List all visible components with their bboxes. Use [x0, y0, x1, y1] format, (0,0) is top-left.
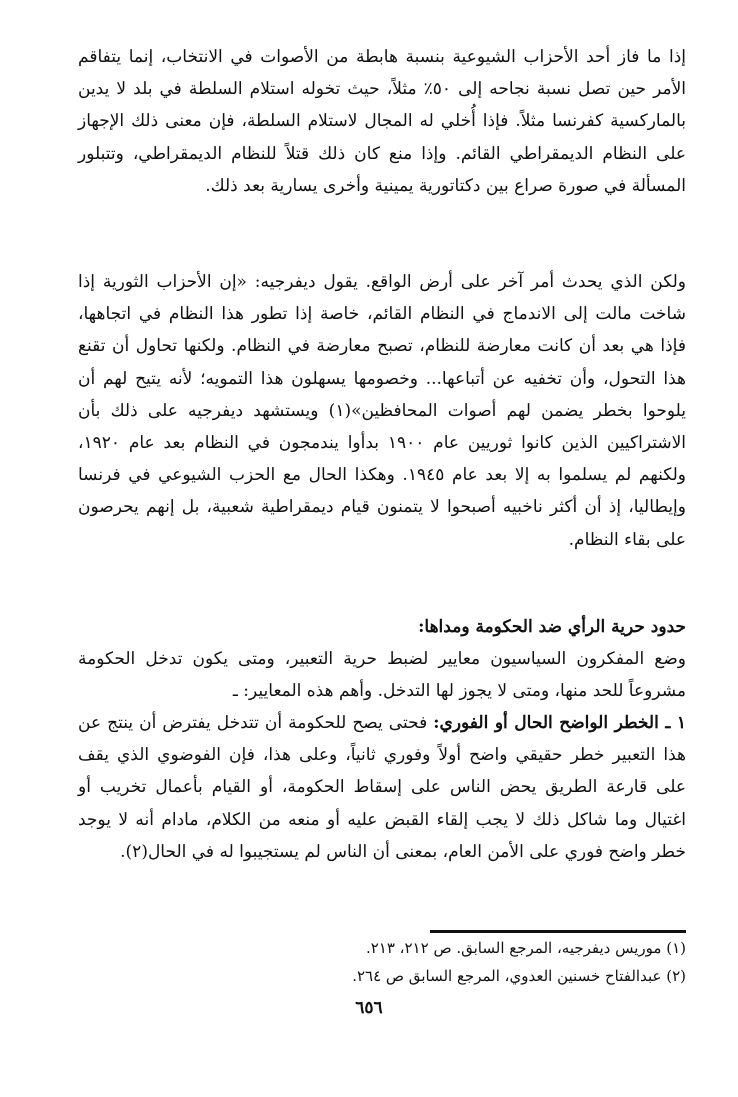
footnote-separator	[430, 930, 686, 933]
footnote-2: (٢) عبدالفتاح خسنين العدوي، المرجع السابق ص ٢٦٤.	[352, 967, 686, 985]
paragraph-2: ولكن الذي يحدث أمر آخر على أرض الواقع. يقول ديفرجيه: «إن الأحزاب الثورية إذا شاخت مالت إلى الاندماج في النظام القائم، خاصة إذا تطور هذا النظام في اتجاهها، فإذا هي بعد أن كانت معارضة للنظام، تصبح معارضة في النظام. ولكنها تحاول أن تقنع هذا التحول، وأن تخفيه عن أتباعها... وخصومها يسهلون هذا التمويه؛ لأنه يتيح لهم أن يلوحوا بخطر يضمن لهم أصوات المحافظين»(١) ويستشهد ديفرجيه على ذلك بأن الاشتراكيين الذين كانوا ثوريين عام ١٩٠٠ بدأوا يندمجون في النظام بعد عام ١٩٢٠، ولكنهم لم يسلموا به إلا بعد عام ١٩٤٥. وهكذا الحال مع الحزب الشيوعي في فرنسا وإيطاليا، إذ أن أكثر ناخبيه أصبحوا لا يتمنون قيام ديمقراطية شعبية، بل إنهم يحرصون على بقاء النظام.	[78, 272, 687, 550]
criterion-item-1-body: فحتى يصح للحكومة أن تتدخل يفترض أن ينتج عن هذا التعبير خطر حقيقي واضح أولاً وفوري ثانياً، وعلى هذا، فإن الفوضوي الذي يقف على قارعة الطريق يحض الناس على إسقاط الحكومة، أو القيام بأعمال تخريب أو اغتيال وما شاكل ذلك لا يجب إلقاء القبض عليه أو منعه من الكلام، مادام أنه لا يوجد خطر واضح فوري على الأمن العام، بمعنى أن الناس لم يستجيبوا له في الحال(٢).	[78, 713, 686, 862]
criterion-item-1-title: ١ ـ الخطر الواضح الحال أو الفوري:	[433, 713, 686, 733]
criterion-item-1	[78, 707, 686, 868]
page-number: ٦٥٦	[355, 998, 383, 1018]
paragraph-1: إذا ما فاز أحد الأحزاب الشيوعية بنسبة هابطة من الأصوات في الانتخاب، إنما يتفاقم الأمر حين تصل نسبة نجاحه إلى ٥٠٪ مثلاً، حيث تخوله استلام السلطة في بلد لا يدين بالماركسية كفرنسا مثلاً. فإذا أُخلي له المجال لاستلام السلطة، فإن معنى ذلك الإجهاز على النظام الديمقراطي القائم. وإذا منع كان ذلك قتلاً للنظام الديمقراطي، وتتبلور المسألة في صورة صراع بين دكتاتورية يمينية وأخرى يسارية بعد ذلك.	[78, 47, 686, 196]
section-heading: حدود حرية الرأي ضد الحكومة ومداها:	[418, 617, 686, 637]
paragraph-3: وضع المفكرون السياسيون معايير لضبط حرية التعبير، ومتى يكون تدخل الحكومة مشروعاً للحد منها، ومتى لا يجوز لها التدخل. وأهم هذه المعايير: ـ	[78, 649, 686, 702]
footnote-1: (١) موريس ديفرجيه، المرجع السابق. ص ٢١٢، ٢١٣.	[365, 939, 686, 957]
